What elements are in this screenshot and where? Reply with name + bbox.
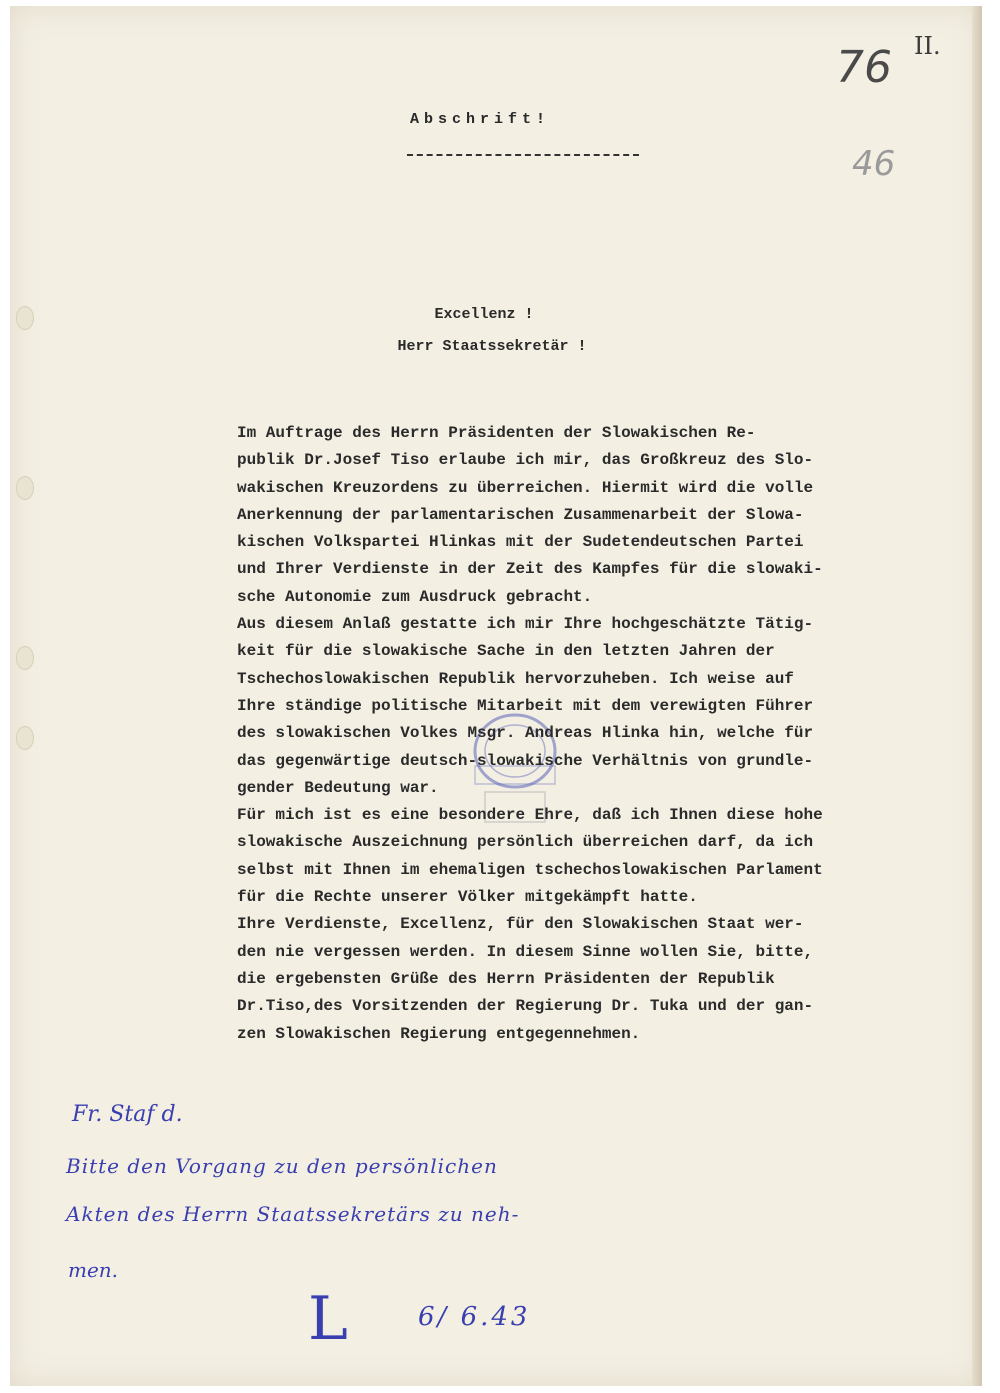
page-number: 76	[836, 42, 892, 93]
salutation-line: Herr Staatssekretär !	[397, 338, 587, 355]
handwritten-note-line: Akten des Herrn Staatssekretärs zu neh-	[66, 1202, 520, 1226]
body-line: selbst mit Ihnen im ehemaligen tschechoslowakischen Parlament	[237, 860, 823, 879]
body-line: Für mich ist es eine besondere Ehre, daß ich Ihnen diese hohe	[237, 806, 823, 825]
punch-hole	[16, 476, 34, 500]
heading-underline	[407, 154, 639, 156]
body-line: das gegenwärtige deutsch-slowakische Verhältnis von grundle-	[237, 751, 814, 770]
secondary-page-number: 46	[852, 144, 896, 184]
body-line: des slowakischen Volkes Msgr. Andreas Hlinka hin, welche für	[237, 724, 814, 743]
body-line: Aus diesem Anlaß gestatte ich mir Ihre hochgeschätzte Tätig-	[237, 615, 814, 634]
handwritten-note-line: Fr. Staf d.	[72, 1102, 183, 1127]
body-line: und Ihrer Verdienste in der Zeit des Kampfes für die slowaki-	[237, 560, 823, 579]
body-line: wakischen Kreuzordens zu überreichen. Hiermit wird die volle	[237, 478, 814, 497]
salutation-line: Excellenz !	[434, 306, 534, 323]
body-line: Dr.Tiso,des Vorsitzenden der Regierung Dr. Tuka und der gan-	[237, 997, 814, 1016]
body-line: sche Autonomie zum Ausdruck gebracht.	[237, 587, 593, 606]
punch-hole	[16, 646, 34, 670]
handwritten-note-line: men.	[68, 1258, 119, 1282]
body-line: Anerkennung der parlamentarischen Zusammenarbeit der Slowa-	[237, 505, 804, 524]
body-line: den nie vergessen werden. In diesem Sinne wollen Sie, bitte,	[237, 942, 814, 961]
body-line: kischen Volkspartei Hlinkas mit der Sudetendeutschen Partei	[237, 533, 804, 552]
body-line: slowakische Auszeichnung persönlich überreichen darf, da ich	[237, 833, 814, 852]
body-line: keit für die slowakische Sache in den letzten Jahren der	[237, 642, 775, 661]
body-line: Tschechoslowakischen Republik hervorzuheben. Ich weise auf	[237, 669, 794, 688]
handwritten-date: 6/ 6.43	[418, 1302, 531, 1332]
document-heading: Abschrift!	[410, 111, 551, 128]
document-page	[10, 6, 982, 1386]
body-line: Im Auftrage des Herrn Präsidenten der Slowakischen Re-	[237, 424, 756, 442]
body-line: gender Bedeutung war.	[237, 778, 439, 797]
body-line: für die Rechte unserer Völker mitgekämpft hatte.	[237, 888, 698, 907]
roman-numeral: II.	[914, 32, 941, 60]
body-line: publik Dr.Josef Tiso erlaube ich mir, das Großkreuz des Slo-	[237, 451, 814, 470]
body-line: Ihre ständige politische Mitarbeit mit dem verewigten Führer	[237, 696, 814, 715]
handwritten-note-line: Bitte den Vorgang zu den persönlichen	[66, 1154, 498, 1178]
body-line: die ergebensten Grüße des Herrn Präsidenten der Republik	[237, 969, 775, 988]
punch-hole	[16, 726, 34, 750]
body-line: Ihre Verdienste, Excellenz, für den Slowakischen Staat wer-	[237, 915, 804, 934]
letter-body	[237, 420, 977, 1048]
body-line: zen Slowakischen Regierung entgegennehmen.	[237, 1024, 641, 1043]
handwritten-initial: L	[308, 1284, 348, 1354]
